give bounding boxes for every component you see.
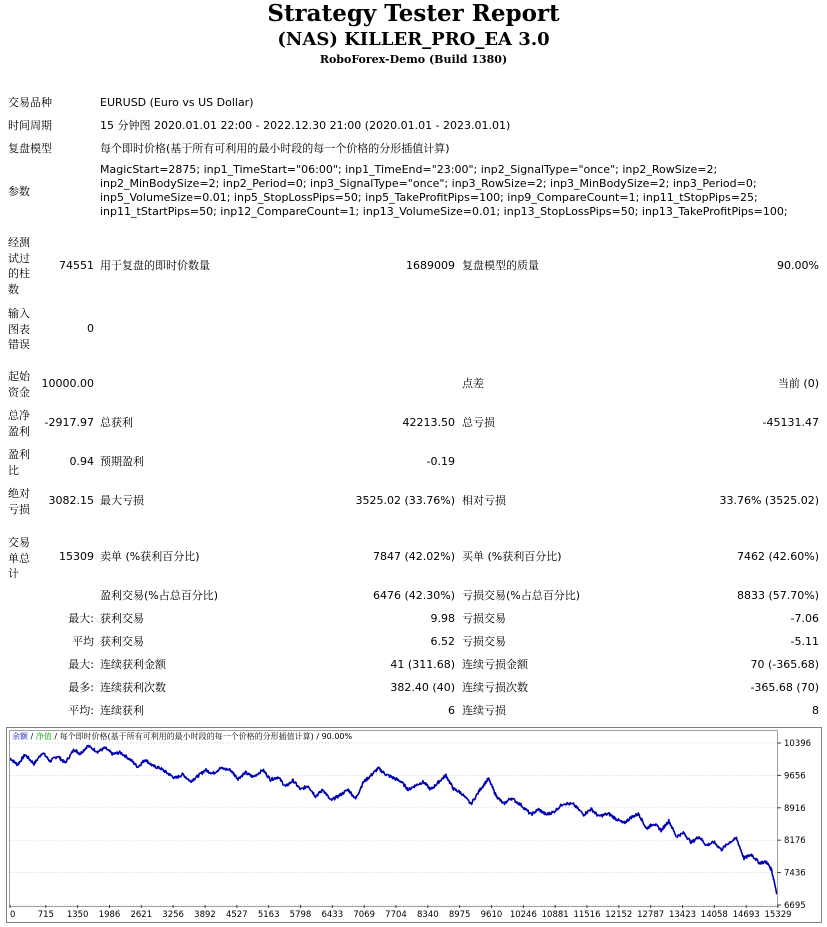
cons-losses-money-value: 70 (-365.68) xyxy=(750,658,819,671)
x-tick-label: 10881 xyxy=(541,910,569,920)
net-profit-value: -2917.97 xyxy=(44,416,94,429)
abs-drawdown-value: 3082.15 xyxy=(48,494,94,507)
x-tick-label: 0 xyxy=(10,910,16,920)
loss-trades-value: 8833 (57.70%) xyxy=(736,589,819,602)
x-tick-label: 13423 xyxy=(668,910,697,920)
total-trades-label: 交易单总计 xyxy=(8,536,30,580)
x-tick-label: 2621 xyxy=(130,910,153,920)
x-tick-label: 8340 xyxy=(417,910,439,920)
cons-loss-value: -365.68 (70) xyxy=(750,681,819,694)
profit-factor-value: 0.94 xyxy=(69,455,94,468)
symbol-value: EURUSD (Euro vs US Dollar) xyxy=(100,96,254,109)
deposit-label: 起始资金 xyxy=(8,370,30,399)
gross-profit-label: 总获利 xyxy=(100,416,133,429)
avg-loss-label: 亏损交易 xyxy=(462,635,506,648)
cons-wins-money-value: 41 (311.68) xyxy=(390,658,455,671)
symbol-label: 交易品种 xyxy=(8,96,52,109)
y-tick-label: 8176 xyxy=(784,836,806,847)
legend-sep-2: / xyxy=(51,732,60,741)
ticks-value: 1689009 xyxy=(406,259,455,272)
cons-losses-money-label: 连续亏损金额 xyxy=(462,658,528,671)
rel-drawdown-label: 相对亏损 xyxy=(462,494,506,507)
x-tick-label: 7069 xyxy=(353,910,375,920)
abs-drawdown-label: 绝对亏损 xyxy=(8,487,30,516)
cons-profit-value: 382.40 (40) xyxy=(390,681,455,694)
avg-cons-losses-label: 连续亏损 xyxy=(462,704,506,717)
gross-profit-value: 42213.50 xyxy=(402,416,455,429)
x-tick-label: 14693 xyxy=(732,910,760,920)
report-title: Strategy Tester Report xyxy=(267,0,560,27)
gross-loss-value: -45131.47 xyxy=(762,416,819,429)
long-trades-value: 7462 (42.60%) xyxy=(736,550,819,563)
legend-model: 每个即时价格(基于所有可利用的最小时段的每一个价格的分形插值计算) xyxy=(59,732,314,741)
cons-wins-money-label: 连续获利金额 xyxy=(100,658,166,671)
errors-label: 输入图表错误 xyxy=(8,307,30,351)
x-tick-label: 12152 xyxy=(605,910,633,920)
x-tick-label: 715 xyxy=(37,910,54,920)
avg-loss-value: -5.11 xyxy=(790,635,819,648)
payoff-value: -0.19 xyxy=(426,455,455,468)
y-tick-label: 7436 xyxy=(784,868,806,879)
profit-factor-label: 盈利比 xyxy=(8,448,30,477)
deposit-value: 10000.00 xyxy=(41,377,94,390)
period-value: 15 分钟图 2020.01.01 22:00 - 2022.12.30 21:00 (2020.01.01 - 2023.01.01) xyxy=(100,119,511,132)
params-value: MagicStart=2875; inp1_TimeStart="06:00"; inp1_TimeEnd="23:00"; inp2_SignalType="once"; inp2_RowSize=2; inp2_MinBodySize=2; inp2_Period=0; inp3_SignalType="once"; inp3_RowSize=2; inp3_MinBodySize=2; inp3_Period=0; inp5_VolumeSize=0.01; inp5_StopLossPips=50; inp5_TakeProfitPips=100; inp9_CompareCount=1; inp11_tStopPips=25; inp11_tStartPips=50; inp12_CompareCount=1; inp13_VolumeSize=0.01; inp13_StopLossPips=50; inp13_TakeProfitPips=100; xyxy=(100,163,788,218)
period-label: 时间周期 xyxy=(8,119,52,132)
max-drawdown-label: 最大亏损 xyxy=(100,494,144,507)
balance-chart xyxy=(6,727,822,923)
x-tick-label: 9610 xyxy=(480,910,503,920)
x-tick-label: 5798 xyxy=(289,910,312,920)
chart-legend xyxy=(12,731,352,741)
legend-sep-1: / xyxy=(28,732,36,741)
payoff-label: 预期盈利 xyxy=(100,455,144,468)
spread-value: 当前 (0) xyxy=(777,377,819,390)
cons-loss-label: 连续亏损次数 xyxy=(462,681,528,694)
legend-equity: 净值 xyxy=(35,732,52,741)
x-tick-label: 3892 xyxy=(194,910,216,920)
expert-name: (NAS) KILLER_PRO_EA 3.0 xyxy=(277,29,550,50)
long-trades-label: 买单 (%获利百分比) xyxy=(462,550,562,563)
server-build: RoboForex-Demo (Build 1380) xyxy=(319,53,508,66)
largest-loss-label: 亏损交易 xyxy=(462,612,506,625)
avg-cons-losses-value: 8 xyxy=(812,704,819,717)
short-trades-value: 7847 (42.02%) xyxy=(372,550,455,563)
avg-cons-wins-value: 6 xyxy=(448,704,455,717)
model-value: 每个即时价格(基于所有可利用的最小时段的每一个价格的分形插值计算) xyxy=(100,142,450,155)
x-tick-label: 8975 xyxy=(448,910,471,920)
maximum-prefix: 最大: xyxy=(68,658,94,671)
legend-sep-3: / xyxy=(313,732,322,741)
x-tick-label: 1986 xyxy=(98,910,121,920)
y-tick-label: 6695 xyxy=(784,901,806,911)
win-trades-label: 盈利交易(%占总百分比) xyxy=(100,589,219,602)
average-cons-prefix: 平均: xyxy=(68,704,94,717)
x-tick-label: 10246 xyxy=(509,910,537,920)
x-tick-label: 6433 xyxy=(321,910,344,920)
bars-label: 经测试过的柱数 xyxy=(8,236,30,296)
maximal-prefix: 最多: xyxy=(68,681,94,694)
net-profit-label: 总净盈利 xyxy=(8,409,30,438)
avg-win-value: 6.52 xyxy=(430,635,455,648)
y-tick-label: 10396 xyxy=(784,739,812,749)
x-tick-label: 12787 xyxy=(637,910,665,920)
largest-win-value: 9.98 xyxy=(430,612,455,625)
quality-value: 90.00% xyxy=(777,259,819,272)
largest-loss-value: -7.06 xyxy=(790,612,819,625)
params-label: 参数 xyxy=(8,185,30,198)
errors-value: 0 xyxy=(87,322,94,335)
y-tick-label: 9656 xyxy=(784,771,806,782)
quality-label: 复盘模型的质量 xyxy=(462,259,539,272)
model-label: 复盘模型 xyxy=(8,142,52,155)
loss-trades-label: 亏损交易(%占总百分比) xyxy=(462,589,581,602)
avg-win-label: 获利交易 xyxy=(100,635,144,648)
rel-drawdown-value: 33.76% (3525.02) xyxy=(719,494,819,507)
cons-profit-label: 连续获利次数 xyxy=(100,681,166,694)
spread-label: 点差 xyxy=(462,377,484,390)
x-tick-label: 15329 xyxy=(764,910,792,920)
x-tick-label: 3256 xyxy=(162,910,184,920)
ticks-label: 用于复盘的即时价数量 xyxy=(100,259,210,272)
max-drawdown-value: 3525.02 (33.76%) xyxy=(355,494,455,507)
total-trades-value: 15309 xyxy=(59,550,94,563)
x-tick-label: 5163 xyxy=(257,910,280,920)
x-tick-label: 11516 xyxy=(573,910,601,920)
legend-balance: 余额 xyxy=(12,732,28,741)
largest-win-label: 获利交易 xyxy=(100,612,144,625)
avg-cons-wins-label: 连续获利 xyxy=(100,704,144,717)
average-prefix: 平均 xyxy=(72,635,94,648)
x-tick-label: 4527 xyxy=(225,910,248,920)
bars-value: 74551 xyxy=(59,259,94,272)
win-trades-value: 6476 (42.30%) xyxy=(372,589,455,602)
gross-loss-label: 总亏损 xyxy=(462,416,495,429)
short-trades-label: 卖单 (%获利百分比) xyxy=(100,550,200,563)
x-tick-label: 1350 xyxy=(66,910,89,920)
legend-quality: 90.00% xyxy=(321,732,353,741)
y-tick-label: 8916 xyxy=(784,803,806,814)
largest-prefix: 最大: xyxy=(68,612,94,625)
x-tick-label: 14058 xyxy=(700,910,728,920)
x-tick-label: 7704 xyxy=(385,910,407,920)
balance-chart-svg xyxy=(6,727,822,923)
